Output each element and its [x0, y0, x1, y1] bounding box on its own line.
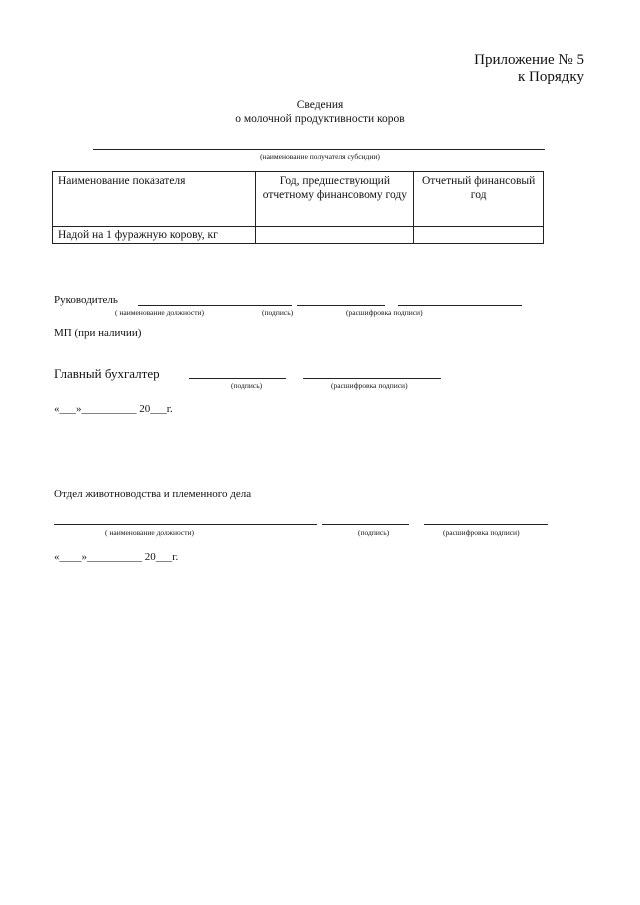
appendix-number: Приложение № 5 — [474, 52, 584, 68]
head-position-line — [138, 305, 292, 306]
head-decoding-line — [398, 305, 522, 306]
accountant-decoding-line — [303, 378, 441, 379]
accountant-decoding-caption: (расшифровка подписи) — [331, 381, 408, 390]
head-signature-line — [297, 305, 385, 306]
department-decoding-line — [424, 524, 548, 525]
head-label: Руководитель — [54, 294, 118, 306]
table-cell: Надой на 1 фуражную корову, кг — [53, 227, 256, 244]
table-row — [53, 227, 544, 244]
head-position-caption: ( наименование должности) — [115, 308, 205, 317]
header-cell-previous-year: Год, предшествующий отчетному финансовому году — [256, 172, 414, 227]
head-decoding-caption: (расшифровка подписи) — [346, 308, 423, 317]
department-signature-caption: (подпись) — [358, 528, 390, 537]
date-line-1: «___»__________ 20___г. — [54, 403, 173, 415]
stamp-note: МП (при наличии) — [54, 327, 142, 339]
department-label: Отдел животноводства и племенного дела — [54, 488, 252, 500]
date-line-2: «____»__________ 20___г. — [54, 551, 179, 563]
accountant-signature-line — [189, 378, 286, 379]
department-position-line — [54, 524, 317, 525]
department-decoding-caption: (расшифровка подписи) — [443, 528, 520, 537]
appendix-reference: к Порядку — [518, 69, 584, 85]
document-subtitle: о молочной продуктивности коров — [235, 113, 405, 125]
department-position-caption: ( наименование должности) — [105, 528, 195, 537]
recipient-line — [93, 149, 545, 150]
table-cell — [414, 227, 544, 244]
head-signature-caption: (подпись) — [262, 308, 294, 317]
table-cell — [256, 227, 414, 244]
recipient-caption: (наименование получателя субсидии) — [260, 152, 380, 161]
header-cell-indicator: Наименование показателя — [53, 172, 256, 227]
header-cell-reporting-year: Отчетный финансовый год — [414, 172, 544, 227]
indicators-table — [52, 171, 544, 244]
accountant-signature-caption: (подпись) — [231, 381, 263, 390]
department-signature-line — [322, 524, 409, 525]
table-header-row — [53, 172, 544, 227]
accountant-label: Главный бухгалтер — [54, 366, 160, 381]
document-title: Сведения — [296, 99, 344, 111]
